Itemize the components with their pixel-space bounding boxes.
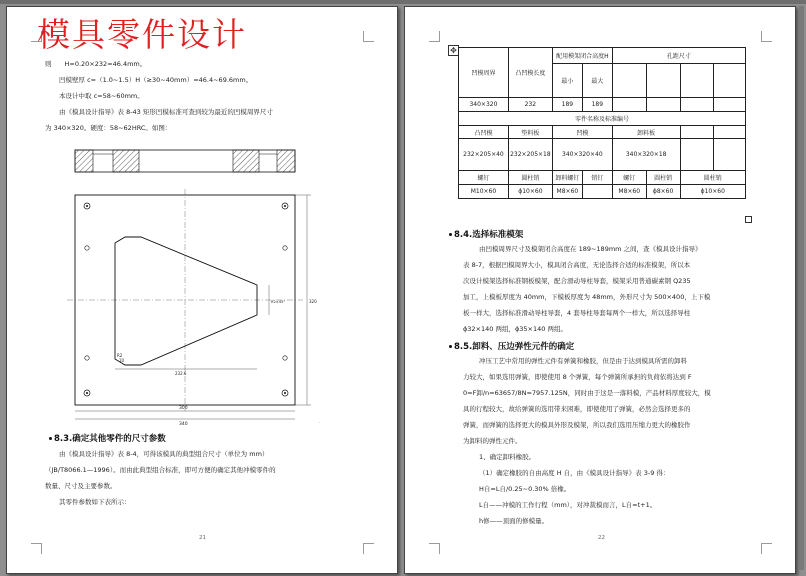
body-line: 次设计模架选择标准钢板模架，配合滑动导柱导套，模架采用普通碳素钢 Q235	[463, 277, 691, 285]
die-drawing	[57, 143, 347, 429]
table-cell	[714, 64, 746, 98]
table-cell	[680, 64, 714, 98]
body-line: 由《模具设计指导》表 8-4，可得该模具的典型组合尺寸（单位为 mm）	[59, 450, 269, 458]
table-cell: 圆柱销	[646, 171, 680, 185]
body-line: 表 8-7，根据凹模周界大小，模具闭合高度，无论选择合适的标准模架，所以本	[463, 261, 691, 269]
table-cell	[714, 139, 746, 171]
crop-mark	[429, 31, 440, 42]
dim-inner-width: 300	[179, 406, 188, 411]
dim-overall-width: 340	[179, 422, 188, 427]
page-number: 21	[199, 535, 206, 541]
table-cell	[680, 98, 714, 112]
table-cell: 340×320×40	[552, 139, 612, 171]
table-cell: ϕ10×60	[680, 185, 745, 199]
body-line: 力较大，如果选用弹簧，即使使用 8 个弹簧，每个弹簧所承担的负荷依将达到 F	[463, 373, 692, 381]
body-line: 冲压工艺中常用的弹性元件有弹簧和橡胶，但是由于达到模具所需的卸料	[479, 357, 687, 365]
page-number: 22	[598, 535, 605, 541]
paragraph-mark: .	[319, 419, 321, 425]
document-page-left[interactable]	[6, 6, 398, 574]
body-line: 1、确定卸料橡胶。	[479, 453, 536, 461]
crop-mark	[761, 543, 772, 554]
table-cell: M10×60	[459, 185, 509, 199]
table-cell: 凸凹模长度	[508, 48, 552, 98]
table-cell: 销钉	[582, 171, 612, 185]
body-line: 数量、尺寸及主要参数。	[45, 482, 117, 490]
dim-height: 320	[309, 299, 317, 304]
crop-mark	[363, 543, 374, 554]
heading-bullet	[449, 233, 452, 236]
table-cell	[612, 98, 646, 112]
table-cell: 卸料螺钉	[552, 171, 582, 185]
table-cell: M8×60	[612, 185, 646, 199]
table-cell: 最大	[582, 64, 612, 98]
table-cell	[582, 185, 612, 199]
table-cell: 螺钉	[612, 171, 646, 185]
title-stamp: 模具零件设计	[37, 15, 247, 54]
body-line: h修——顶面的修模量。	[479, 517, 549, 525]
table-cell: 圆柱销	[680, 171, 745, 185]
table-cell: 圆柱销	[508, 171, 552, 185]
body-line: 其零件参数如下表所示：	[59, 498, 131, 506]
table-cell	[646, 64, 680, 98]
body-line: ϕ32×140 两组，ϕ35×140 两组。	[463, 325, 567, 333]
dim-radius: R2	[117, 353, 123, 358]
body-line: 本设计中取 c=58~60mm。	[59, 92, 144, 100]
table-cell: 凹模周界	[459, 48, 509, 98]
section-view	[75, 150, 295, 172]
section-heading: 8.3.确定其他零件的尺寸参数	[54, 434, 166, 444]
body-line: 加工，上模板厚度为 40mm，下模板厚度为 48mm，外形尺寸为 500×400，上下模	[463, 293, 711, 301]
table-cell: 零件名称及标准编号	[459, 112, 746, 126]
window-top-edge	[0, 0, 806, 4]
crop-mark	[429, 543, 440, 554]
table-cell: 232	[508, 98, 552, 112]
table-cell: 340×320×18	[612, 139, 680, 171]
crop-mark	[31, 543, 42, 554]
body-line: L自——冲模的工作行程（mm），对冲裁模而言，L自=t+1。	[479, 501, 657, 509]
parts-table	[458, 47, 746, 215]
table-cell	[680, 139, 714, 171]
dim-right-label: R2×45°	[271, 300, 286, 304]
table-cell: ϕ8×60	[646, 185, 680, 199]
table-cell: 卸料板	[612, 126, 680, 139]
table-cell	[714, 98, 746, 112]
table-cell: 凸凹模	[459, 126, 509, 139]
body-line: 则 H=0.20×232=46.4mm。	[45, 60, 147, 68]
heading-bullet	[49, 437, 52, 440]
heading-bullet	[449, 345, 452, 348]
body-line: 由凹模周界尺寸及模架闭合高度在 189~189mm 之间，查《模具设计指导》	[479, 245, 702, 253]
section-heading: 8.5.卸料、压边弹性元件的确定	[454, 342, 575, 352]
body-line: 0=F卸/n=63657/8N=7957.125N，同时由于这是一落料模，产品材料厚度较大，模	[463, 389, 711, 397]
vertical-scrollbar[interactable]	[799, 6, 804, 570]
body-line: H自=L自/0.25~0.30% 倍橡。	[479, 485, 571, 493]
document-page-right[interactable]	[404, 6, 796, 574]
body-line: 弹簧，而弹簧的选择更大的模具外形及模架，所以我们选用压缩力更大的橡胶作	[463, 421, 691, 429]
body-line: 由《模具设计指导》表 8-43 矩形凹模标准可查到较为最近的凹模周界尺寸	[59, 108, 273, 116]
crop-mark	[761, 31, 772, 42]
table-cell: 189	[552, 98, 582, 112]
body-line: 板一样大，选择标准滑动导柱导套，4 套导柱导套每两个一样大，所以选择导柱	[463, 309, 691, 317]
table-resize-handle[interactable]	[745, 216, 752, 223]
body-line: 为 340×320。硬度：58~62HRC。如图：	[45, 124, 172, 132]
body-line: （JB/T8066.1—1996）。而由此典型组合标准，即可方便的确定其他冲模零件的	[45, 466, 276, 474]
table-cell: 垫料板	[508, 126, 552, 139]
table-cell	[646, 98, 680, 112]
table-cell	[714, 126, 746, 139]
body-line: 为卸料的弹性元件。	[463, 437, 522, 445]
table-cell: 凹模	[552, 126, 612, 139]
table-cell	[612, 64, 646, 98]
crop-mark	[363, 31, 374, 42]
plan-view	[67, 189, 311, 419]
body-line: 具的行程较大，故给弹簧的选用带来困难，即使使用了弹簧，必然会选择更多的	[463, 405, 691, 413]
dim-small: 10	[119, 358, 125, 363]
dim-length: 232.6	[175, 371, 187, 376]
table-cell: ϕ10×60	[508, 185, 552, 199]
table-cell: 189	[582, 98, 612, 112]
body-line: （1）确定橡胶的自由高度 H 自，由《模具设计指导》表 3-9 得：	[479, 469, 670, 477]
table-cell: 232×205×18	[508, 139, 552, 171]
table-cell: M8×60	[552, 185, 582, 199]
section-heading: 8.4.选择标准模架	[454, 230, 524, 240]
table-cell: 340×320	[459, 98, 509, 112]
table-cell: 232×205×40	[459, 139, 509, 171]
table-cell: 螺钉	[459, 171, 509, 185]
body-line: 凹模壁厚 c=（1.0~1.5）H（≥30~40mm）=46.4~69.6mm。	[59, 76, 253, 84]
table-cell	[680, 126, 714, 139]
table-cell: 最小	[552, 64, 582, 98]
table-cell: 配用模架闭合高度H	[552, 48, 612, 64]
table-cell: 孔距尺寸	[612, 48, 745, 64]
table-move-handle[interactable]: ✥	[448, 45, 459, 56]
